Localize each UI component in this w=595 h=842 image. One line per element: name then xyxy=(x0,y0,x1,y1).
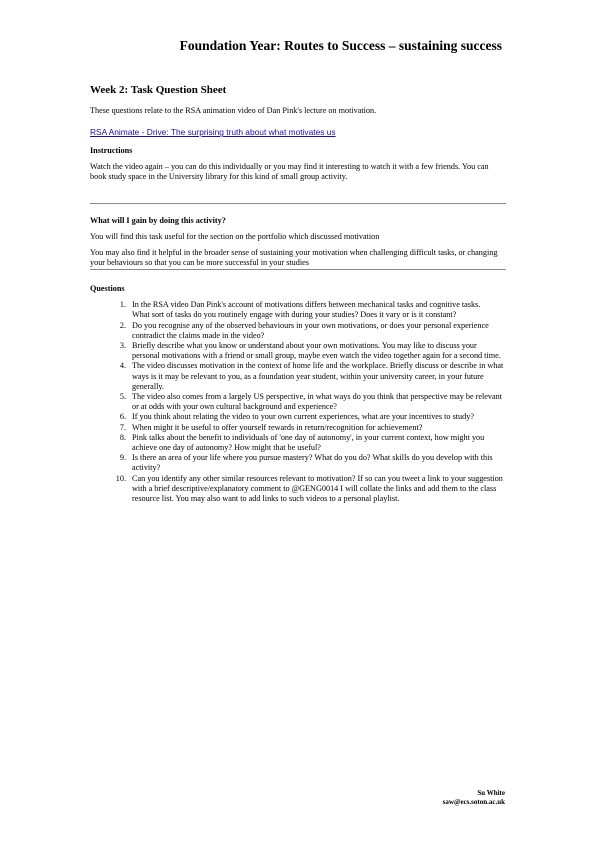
question-item xyxy=(90,300,506,320)
question-line: Pink talks about the benefit to individuals of 'one day of autonomy', in your current context, how might you achieve one day of autonomy? How might that be useful? xyxy=(132,432,485,453)
instructions-text: Watch the video again – you can do this individually or you may find it interesting to watch it with a few friends. You can book study space in the University library for this kind of small group activity. xyxy=(90,162,489,182)
question-text xyxy=(126,412,506,422)
video-link[interactable]: RSA Animate - Drive: The surprising truth about what motivates us xyxy=(90,127,336,138)
question-number: 2. xyxy=(119,320,126,330)
question-text xyxy=(126,321,506,341)
page-header-title: Foundation Year: Routes to Success – sustaining success xyxy=(179,38,502,53)
question-number: 7. xyxy=(119,422,126,432)
gain-paragraph-2: You may also find it helpful in the broader sense of sustaining your motivation when challenging difficult tasks, or changing your behaviours so that you can be more successful in your studies xyxy=(90,247,498,268)
question-line: In the RSA video Dan Pink's account of motivations differs between mechanical tasks and cognitive tasks. xyxy=(132,300,481,310)
question-line: What sort of tasks do you routinely engage with during your studies? Does it vary or is it constant? xyxy=(132,310,457,320)
question-item xyxy=(90,321,506,341)
gain-heading: What will I gain by doing this activity? xyxy=(90,215,226,225)
question-text xyxy=(126,423,506,433)
gain-paragraph-1: You will find this task useful for the section on the portfolio which discussed motivation xyxy=(90,231,380,241)
question-text xyxy=(126,474,506,505)
question-text xyxy=(126,453,506,473)
intro-paragraph: These questions relate to the RSA animation video of Dan Pink's lecture on motivation. xyxy=(90,106,377,115)
question-text xyxy=(126,433,506,453)
question-line: The video discusses motivation in the context of home life and the workplace. Briefly discuss or describe in what ways is it may be relevant to you, as a foundation year student, within your university career, in your future generally. xyxy=(132,361,504,391)
question-number: 3. xyxy=(119,341,126,351)
question-item xyxy=(90,361,506,392)
question-number: 9. xyxy=(119,453,126,463)
instructions-heading: Instructions xyxy=(90,146,133,156)
question-line: If you think about relating the video to your own current experiences, what are your incentives to study? xyxy=(132,412,474,422)
question-item xyxy=(90,453,506,473)
question-number: 8. xyxy=(119,432,126,442)
question-text xyxy=(126,361,506,392)
question-line: Can you identify any other similar resources relevant to motivation? If so can you tweet a link to your suggestion with a brief descriptive/explanatory comment to @GENG0014 I will collate the links and add them to the class resource list. You may also want to add links to such videos to a personal playlist. xyxy=(132,473,503,504)
section-divider-top xyxy=(90,203,506,204)
question-item xyxy=(90,423,506,433)
footer-signature xyxy=(443,789,505,807)
question-line: Do you recognise any of the observed behaviours in your own motivations, or does your personal experience contradict the claims made in the video? xyxy=(132,320,489,340)
question-line: Briefly describe what you know or understand about your own motivations. You may like to discuss your personal motivations with a friend or small group, maybe even watch the video together again for a second time. xyxy=(132,341,501,361)
question-text xyxy=(126,300,506,320)
author-email: saw@ecs.soton.ac.uk xyxy=(442,798,505,806)
document-body xyxy=(90,84,506,504)
section-divider-bottom xyxy=(90,269,506,270)
question-line: When might it be useful to offer yourself rewards in return/recognition for achievement? xyxy=(132,422,423,432)
questions-heading: Questions xyxy=(90,284,125,294)
question-number: 4. xyxy=(119,361,126,371)
question-item xyxy=(90,341,506,361)
question-line: The video also comes from a largely US perspective, in what ways do you think that perspective may be relevant or at odds with your own cultural background and experience? xyxy=(132,392,502,412)
week-title: Week 2: Task Question Sheet xyxy=(90,84,227,96)
author-name: Su White xyxy=(477,789,505,797)
question-item xyxy=(90,433,506,453)
question-item xyxy=(90,412,506,422)
question-text xyxy=(126,392,506,412)
question-number: 1. xyxy=(119,300,126,310)
questions-list xyxy=(90,300,506,504)
question-number: 6. xyxy=(119,412,126,422)
question-number: 10. xyxy=(115,473,126,483)
question-number: 5. xyxy=(119,392,126,402)
question-line: Is there an area of your life where you pursue mastery? What do you do? What skills do you develop with this activity? xyxy=(132,453,493,473)
question-item xyxy=(90,392,506,412)
question-text xyxy=(126,341,506,361)
question-item xyxy=(90,474,506,505)
